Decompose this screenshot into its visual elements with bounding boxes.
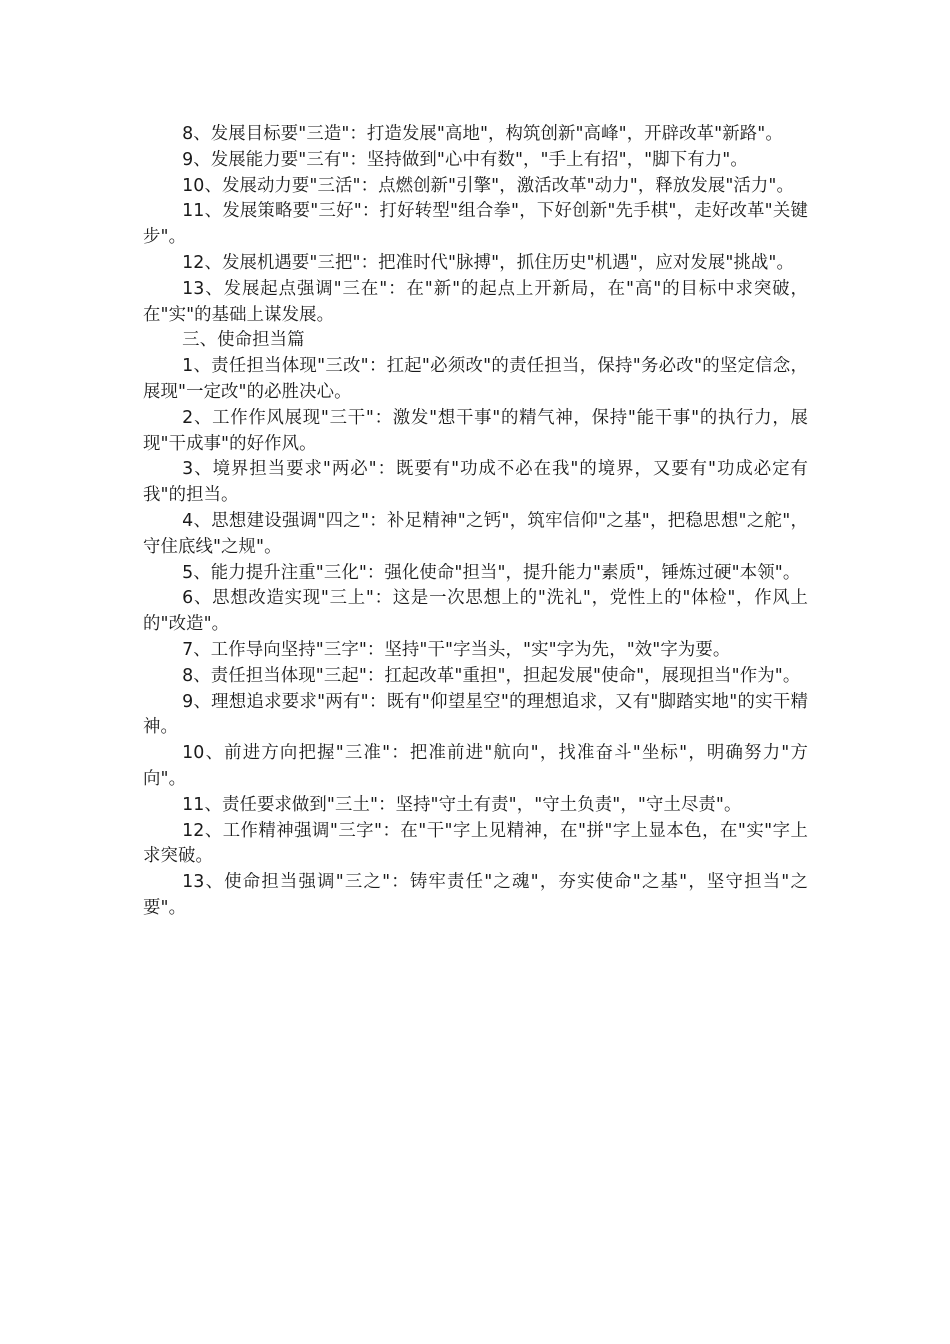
paragraph-mission-11: 11、责任要求做到"三土"：坚持"守土有责"，"守土负责"，"守土尽责"。 — [182, 794, 742, 815]
section-heading-mission: 三、使命担当篇 — [182, 330, 305, 351]
paragraph-13-development-start: 13、发展起点强调"三在"：在"新"的起点上开新局，在"高"的目标中求突破，在"实"的基础上谋发展。 — [143, 278, 808, 325]
paragraph-mission-5: 5、能力提升注重"三化"：强化使命"担当"，提升能力"素质"，锤炼过硬"本领"。 — [182, 562, 801, 583]
paragraph-mission-8: 8、责任担当体现"三起"：扛起改革"重担"，担起发展"使命"，展现担当"作为"。 — [182, 665, 801, 686]
paragraph-9-development-ability: 9、发展能力要"三有"：坚持做到"心中有数"，"手上有招"，"脚下有力"。 — [182, 149, 748, 170]
paragraph-mission-7: 7、工作导向坚持"三字"：坚持"干"字当头，"实"字为先，"效"字为要。 — [182, 639, 731, 660]
paragraph-mission-10: 10、前进方向把握"三准"：把准前进"航向"，找准奋斗"坐标"，明确努力"方向"。 — [143, 743, 808, 789]
paragraph-mission-9: 9、理想追求要求"两有"：既有"仰望星空"的理想追求，又有"脚踏实地"的实干精神。 — [143, 691, 808, 738]
paragraph-11-development-strategy: 11、发展策略要"三好"：打好转型"组合拳"，下好创新"先手棋"，走好改革"关键步"。 — [143, 201, 808, 248]
paragraph-mission-3: 3、境界担当要求"两必"：既要有"功成不必在我"的境界，又要有"功成必定有我"的担当。 — [143, 459, 808, 506]
paragraph-mission-1: 1、责任担当体现"三改"：扛起"必须改"的责任担当，保持"务必改"的坚定信念，展现"一定改"的必胜决心。 — [143, 356, 808, 402]
paragraph-12-development-opportunity: 12、发展机遇要"三把"：把准时代"脉搏"，抓住历史"机遇"，应对发展"挑战"。 — [182, 252, 794, 273]
paragraph-10-development-power: 10、发展动力要"三活"：点燃创新"引擎"，激活改革"动力"，释放发展"活力"。 — [182, 175, 794, 196]
paragraph-mission-2: 2、工作作风展现"三干"：激发"想干事"的精气神，保持"能干事"的执行力，展现"干成事"的好作风。 — [143, 407, 808, 454]
paragraph-mission-12: 12、工作精神强调"三字"：在"干"字上见精神，在"拼"字上显本色，在"实"字上求突破。 — [143, 820, 808, 867]
document-body — [143, 122, 808, 922]
paragraph-mission-13: 13、使命担当强调"三之"：铸牢责任"之魂"，夯实使命"之基"，坚守担当"之要"。 — [143, 872, 808, 918]
paragraph-mission-4: 4、思想建设强调"四之"：补足精神"之钙"，筑牢信仰"之基"，把稳思想"之舵"，守住底线"之规"。 — [143, 510, 808, 557]
paragraph-8-development-goals: 8、发展目标要"三造"：打造发展"高地"，构筑创新"高峰"，开辟改革"新路"。 — [182, 124, 783, 144]
paragraph-mission-6: 6、思想改造实现"三上"：这是一次思想上的"洗礼"，党性上的"体检"，作风上的"改造"。 — [143, 588, 808, 635]
